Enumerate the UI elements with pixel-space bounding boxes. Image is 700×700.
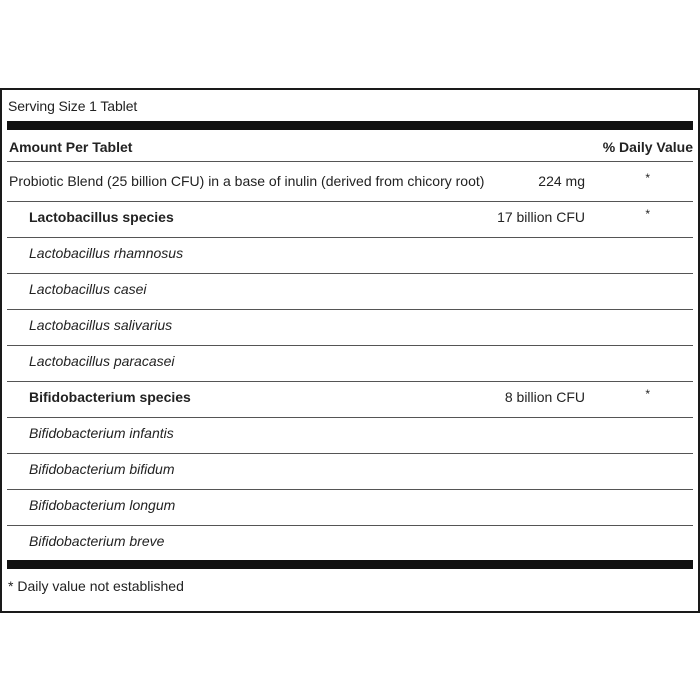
- table-row: [7, 346, 693, 381]
- supplement-facts-panel: [0, 88, 700, 613]
- ingredient-dv: *: [645, 171, 650, 185]
- ingredient-name: Lactobacillus paracasei: [29, 353, 175, 369]
- ingredient-amount: 8 billion CFU: [504, 389, 585, 405]
- table-row: [7, 274, 693, 309]
- table-row: [7, 526, 693, 561]
- ingredient-dv: *: [645, 207, 650, 221]
- thick-divider: [7, 560, 693, 569]
- table-row: [7, 454, 693, 489]
- table-row: [7, 418, 693, 453]
- ingredient-amount: 17 billion CFU: [497, 209, 585, 225]
- ingredient-name: Bifidobacterium species: [29, 389, 191, 405]
- footnote: * Daily value not established: [8, 578, 184, 594]
- ingredient-name: Probiotic Blend (25 billion CFU) in a base of inulin (derived from chicory root): [9, 173, 485, 189]
- ingredient-name: Bifidobacterium bifidum: [29, 461, 175, 477]
- ingredient-name: Bifidobacterium longum: [29, 497, 176, 513]
- amount-per-tablet-header: Amount Per Tablet: [9, 139, 133, 155]
- ingredient-name: Lactobacillus casei: [29, 281, 147, 297]
- ingredient-name: Bifidobacterium infantis: [29, 425, 174, 441]
- ingredient-name: Bifidobacterium breve: [29, 533, 165, 549]
- table-row: [7, 202, 693, 237]
- ingredient-amount: 224 mg: [538, 173, 585, 189]
- table-row: [7, 238, 693, 273]
- ingredient-dv: *: [645, 387, 650, 401]
- daily-value-header: % Daily Value: [602, 139, 693, 155]
- table-row: [7, 310, 693, 345]
- table-header: [7, 136, 693, 158]
- ingredient-name: Lactobacillus species: [29, 209, 174, 225]
- serving-size: Serving Size 1 Tablet: [8, 98, 138, 114]
- ingredient-name: Lactobacillus rhamnosus: [29, 245, 184, 261]
- header-rule: [7, 161, 693, 162]
- table-row: [7, 166, 693, 201]
- ingredient-name: Lactobacillus salivarius: [29, 317, 173, 333]
- table-row: [7, 382, 693, 417]
- table-row: [7, 490, 693, 525]
- thick-divider: [7, 121, 693, 130]
